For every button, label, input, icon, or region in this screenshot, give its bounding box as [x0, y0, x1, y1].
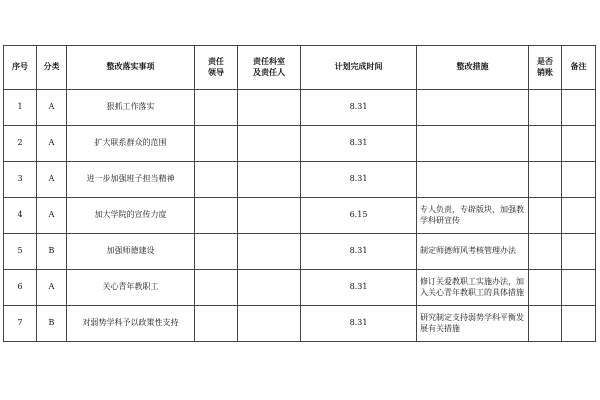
cell-note — [562, 198, 596, 234]
cell-category: A — [37, 198, 67, 234]
cell-note — [562, 162, 596, 198]
cell-deadline: 8.31 — [301, 306, 417, 342]
cell-deadline: 8.31 — [301, 90, 417, 126]
table-row — [4, 234, 596, 270]
cell-deadline: 8.31 — [301, 270, 417, 306]
header-cell-closed: 是否 销账 — [529, 46, 562, 90]
cell-dept — [238, 198, 301, 234]
table-row — [4, 270, 596, 306]
cell-leader — [195, 162, 238, 198]
cell-category: A — [37, 270, 67, 306]
cell-category: A — [37, 90, 67, 126]
cell-note — [562, 306, 596, 342]
cell-dept — [238, 270, 301, 306]
cell-measure — [417, 162, 529, 198]
cell-closed — [529, 306, 562, 342]
cell-no: 3 — [4, 162, 37, 198]
cell-category: A — [37, 162, 67, 198]
cell-leader — [195, 234, 238, 270]
table-row — [4, 306, 596, 342]
cell-closed — [529, 234, 562, 270]
cell-item: 扩大联系群众的范围 — [67, 126, 195, 162]
cell-dept — [238, 306, 301, 342]
header-cell-leader: 责任 领导 — [195, 46, 238, 90]
cell-measure: 修订关爱教职工实施办法，加入关心青年教职工的具体措施 — [417, 270, 529, 306]
cell-no: 7 — [4, 306, 37, 342]
cell-item: 进一步加强班子担当精神 — [67, 162, 195, 198]
cell-leader — [195, 270, 238, 306]
table-row — [4, 90, 596, 126]
cell-leader — [195, 198, 238, 234]
cell-measure: 研究制定支持弱势学科平衡发展有关措施 — [417, 306, 529, 342]
cell-item: 加强师德建设 — [67, 234, 195, 270]
header-cell-category: 分类 — [37, 46, 67, 90]
cell-deadline: 8.31 — [301, 162, 417, 198]
header-cell-note: 备注 — [562, 46, 596, 90]
cell-leader — [195, 306, 238, 342]
rectification-table — [3, 45, 596, 342]
cell-measure: 专人负责，专辟版块，加强教学科研宣传 — [417, 198, 529, 234]
cell-measure — [417, 126, 529, 162]
cell-measure: 制定师德师风考核管理办法 — [417, 234, 529, 270]
header-cell-dept: 责任科室 及责任人 — [238, 46, 301, 90]
cell-no: 1 — [4, 90, 37, 126]
cell-measure — [417, 90, 529, 126]
cell-closed — [529, 162, 562, 198]
cell-no: 5 — [4, 234, 37, 270]
cell-dept — [238, 90, 301, 126]
cell-deadline: 6.15 — [301, 198, 417, 234]
cell-leader — [195, 126, 238, 162]
cell-dept — [238, 126, 301, 162]
cell-dept — [238, 234, 301, 270]
cell-item: 狠抓工作落实 — [67, 90, 195, 126]
cell-note — [562, 234, 596, 270]
table-row — [4, 126, 596, 162]
cell-note — [562, 270, 596, 306]
cell-no: 6 — [4, 270, 37, 306]
cell-leader — [195, 90, 238, 126]
cell-note — [562, 126, 596, 162]
cell-closed — [529, 126, 562, 162]
cell-item: 关心青年教职工 — [67, 270, 195, 306]
table-row — [4, 162, 596, 198]
header-cell-measure: 整改措施 — [417, 46, 529, 90]
cell-item: 对弱势学科予以政策性支持 — [67, 306, 195, 342]
cell-deadline: 8.31 — [301, 234, 417, 270]
cell-item: 加大学院的宣传力度 — [67, 198, 195, 234]
cell-category: B — [37, 234, 67, 270]
cell-no: 2 — [4, 126, 37, 162]
cell-closed — [529, 270, 562, 306]
header-cell-no: 序号 — [4, 46, 37, 90]
cell-no: 4 — [4, 198, 37, 234]
cell-deadline: 8.31 — [301, 126, 417, 162]
cell-category: A — [37, 126, 67, 162]
cell-closed — [529, 198, 562, 234]
table-row — [4, 198, 596, 234]
cell-dept — [238, 162, 301, 198]
cell-category: B — [37, 306, 67, 342]
table-header-row — [4, 46, 596, 90]
cell-note — [562, 90, 596, 126]
header-cell-deadline: 计划完成时间 — [301, 46, 417, 90]
cell-closed — [529, 90, 562, 126]
header-cell-item: 整改落实事项 — [67, 46, 195, 90]
